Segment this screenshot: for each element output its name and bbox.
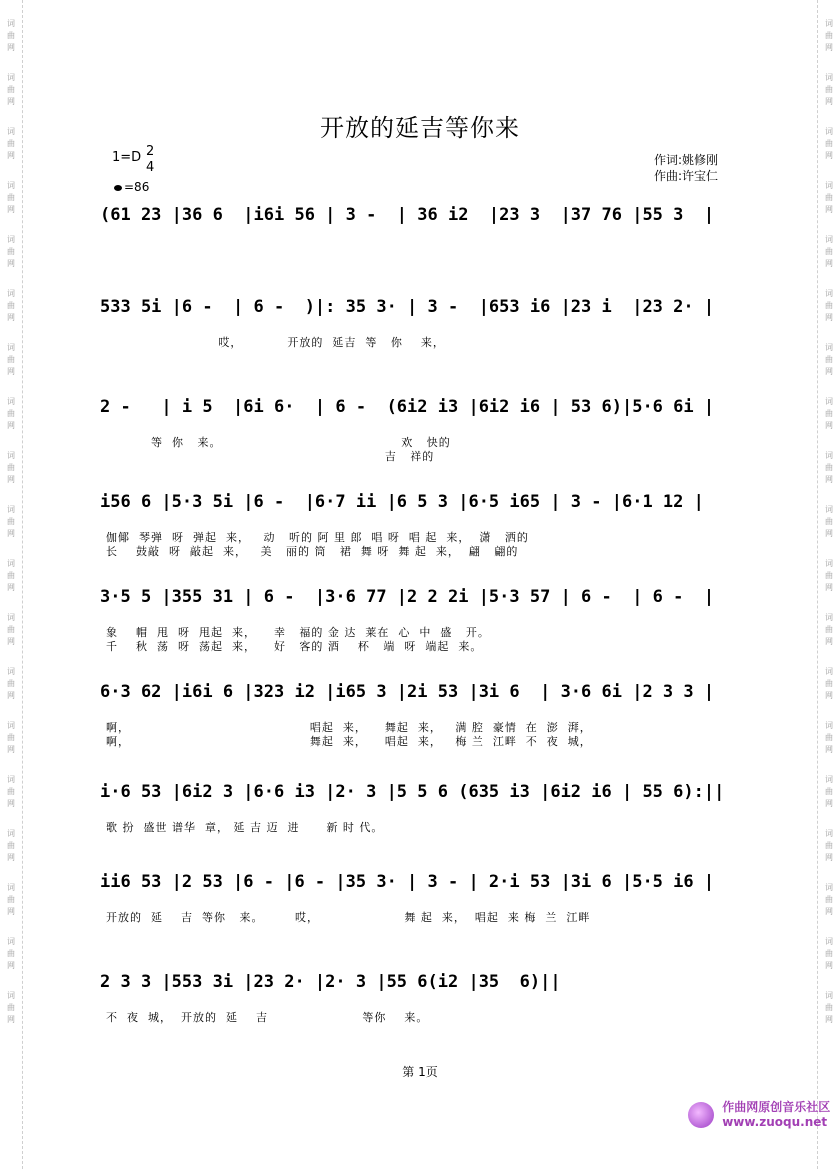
side-watermark-char: 网 [7, 43, 15, 52]
composer: 作曲:许宝仁 [654, 169, 719, 183]
side-watermark-char: 词 [7, 289, 15, 298]
side-watermark-group [818, 990, 840, 1026]
key-tonic: 1=D [112, 150, 142, 165]
side-watermark-group [818, 720, 840, 756]
side-watermark-char: 曲 [7, 949, 15, 958]
side-watermark-group [0, 234, 22, 270]
side-watermark-char: 曲 [7, 31, 15, 40]
side-watermark-group [818, 666, 840, 702]
side-watermark-group [0, 558, 22, 594]
side-watermark-char: 网 [825, 583, 833, 592]
side-watermark-char: 曲 [825, 787, 833, 796]
side-watermark-char: 网 [825, 961, 833, 970]
side-watermark-char: 曲 [825, 733, 833, 742]
side-watermark-char: 网 [7, 961, 15, 970]
side-watermark-char: 词 [825, 289, 833, 298]
lyric-line: 等 你 来。 欢 快的 [106, 436, 451, 449]
side-watermark-char: 词 [7, 73, 15, 82]
side-watermark-char: 网 [825, 259, 833, 268]
side-watermark-group [0, 990, 22, 1026]
music-system [100, 390, 750, 490]
side-watermark-char: 网 [7, 313, 15, 322]
side-watermark-group [818, 936, 840, 972]
side-watermark-char: 曲 [7, 355, 15, 364]
lyricist: 作词:姚修刚 [654, 153, 719, 167]
side-watermark-group [0, 720, 22, 756]
side-watermark-group [0, 774, 22, 810]
side-watermark-char: 网 [7, 205, 15, 214]
side-watermark-group [0, 180, 22, 216]
music-system [100, 865, 750, 965]
page-number: 第 1页 [402, 1065, 438, 1079]
side-watermark-char: 词 [7, 775, 15, 784]
side-watermark-char: 曲 [7, 1003, 15, 1012]
side-watermark-char: 词 [7, 883, 15, 892]
side-watermark-group [818, 504, 840, 540]
side-watermark-char: 词 [825, 667, 833, 676]
side-watermark-char: 词 [825, 721, 833, 730]
side-watermark-char: 词 [825, 73, 833, 82]
side-watermark-char: 曲 [825, 517, 833, 526]
side-watermark-char: 网 [825, 43, 833, 52]
side-watermark-group [0, 342, 22, 378]
side-watermark-char: 网 [7, 475, 15, 484]
side-watermark-char: 曲 [825, 679, 833, 688]
side-watermark-group [0, 612, 22, 648]
notation-line: 2 3 3 |553 3i |23 2· |2· 3 |55 6(i2 |35 6)|| [100, 972, 561, 992]
side-watermark-char: 网 [825, 205, 833, 214]
side-watermark-group [0, 450, 22, 486]
side-watermark-char: 网 [7, 691, 15, 700]
side-watermark-char: 词 [825, 181, 833, 190]
side-watermark-char: 词 [7, 451, 15, 460]
side-watermark-char: 词 [825, 505, 833, 514]
side-watermark-char: 网 [825, 421, 833, 430]
side-watermark-group [0, 72, 22, 108]
music-system [100, 290, 750, 390]
side-watermark-char: 网 [825, 529, 833, 538]
notation-line: i·6 53 |6i2 3 |6·6 i3 |2· 3 |5 5 6 (635 i3 |6i2 i6 | 55 6):|| [100, 782, 725, 802]
side-watermark-char: 网 [825, 799, 833, 808]
music-system [100, 485, 750, 585]
side-watermark-char: 词 [7, 829, 15, 838]
left-margin-watermark [0, 0, 23, 1169]
lyric-line: 开放的 延 吉 等你 来。 哎， 舞 起 来， 唱起 来 梅 兰 江畔 [106, 911, 591, 924]
side-watermark-group [818, 450, 840, 486]
music-system [100, 775, 750, 875]
notation-line: (61 23 |36 6 |i6i 56 | 3 - | 36 i2 |23 3 |37 76 |55 3 | [100, 205, 715, 225]
side-watermark-char: 网 [825, 313, 833, 322]
lyric-line: 象 帽 甩 呀 甩起 来， 幸 福的 金 达 莱在 心 中 盛 开。 [106, 626, 490, 639]
side-watermark-char: 词 [7, 667, 15, 676]
side-watermark-char: 曲 [7, 895, 15, 904]
side-watermark-char: 曲 [825, 463, 833, 472]
side-watermark-char: 曲 [825, 193, 833, 202]
side-watermark-char: 网 [7, 259, 15, 268]
side-watermark-char: 曲 [7, 571, 15, 580]
side-watermark-char: 网 [825, 367, 833, 376]
side-watermark-char: 网 [7, 853, 15, 862]
side-watermark-char: 曲 [7, 517, 15, 526]
side-watermark-char: 词 [7, 505, 15, 514]
quarter-note-icon [114, 185, 122, 191]
side-watermark-char: 曲 [7, 463, 15, 472]
side-watermark-char: 词 [7, 235, 15, 244]
side-watermark-char: 网 [825, 907, 833, 916]
lyric-line: 长 鼓敲 呀 敲起 来， 美 丽的 筒 裙 舞 呀 舞 起 来， 翩 翩的 [106, 545, 519, 558]
side-watermark-char: 词 [825, 559, 833, 568]
side-watermark-group [0, 882, 22, 918]
side-watermark-group [818, 882, 840, 918]
side-watermark-char: 曲 [7, 841, 15, 850]
side-watermark-char: 曲 [825, 841, 833, 850]
side-watermark-group [818, 828, 840, 864]
side-watermark-char: 曲 [7, 85, 15, 94]
side-watermark-char: 网 [7, 907, 15, 916]
side-watermark-char: 网 [825, 151, 833, 160]
side-watermark-char: 曲 [825, 85, 833, 94]
side-watermark-group [818, 612, 840, 648]
side-watermark-char: 词 [7, 559, 15, 568]
side-watermark-group [818, 72, 840, 108]
side-watermark-char: 曲 [825, 949, 833, 958]
side-watermark-char: 词 [825, 235, 833, 244]
side-watermark-char: 词 [825, 127, 833, 136]
side-watermark-char: 曲 [825, 247, 833, 256]
notation-line: i56 6 |5·3 5i |6 - |6·7 ii |6 5 3 |6·5 i65 | 3 - |6·1 12 | [100, 492, 704, 512]
notation-line: ii6 53 |2 53 |6 - |6 - |35 3· | 3 - | 2·i 53 |3i 6 |5·5 i6 | [100, 872, 715, 892]
side-watermark-char: 词 [7, 343, 15, 352]
lyric-line: 吉 祥的 [106, 450, 435, 463]
watermark-line2: www.zuoqu.net [722, 1115, 828, 1129]
side-watermark-group [818, 18, 840, 54]
credits [654, 152, 718, 184]
side-watermark-char: 曲 [7, 787, 15, 796]
notation-line: 533 5i |6 - | 6 - )|: 35 3· | 3 - |653 i6 |23 i |23 2· | [100, 297, 715, 317]
side-watermark-char: 网 [7, 799, 15, 808]
side-watermark-group [818, 288, 840, 324]
site-watermark [688, 1100, 830, 1130]
side-watermark-char: 词 [825, 991, 833, 1000]
side-watermark-char: 曲 [7, 247, 15, 256]
side-watermark-char: 网 [825, 97, 833, 106]
key-signature [112, 144, 155, 175]
side-watermark-group [818, 558, 840, 594]
side-watermark-char: 网 [825, 475, 833, 484]
side-watermark-char: 词 [825, 451, 833, 460]
lyric-line: 伽倻 琴弹 呀 弹起 来， 动 听的 阿 里 郎 唱 呀 唱 起 来， 潇 洒的 [106, 531, 529, 544]
notation-line: 2 - | i 5 |6i 6· | 6 - (6i2 i3 |6i2 i6 | 53 6)|5·6 6i | [100, 397, 715, 417]
side-watermark-group [818, 774, 840, 810]
side-watermark-char: 词 [7, 937, 15, 946]
side-watermark-char: 网 [7, 151, 15, 160]
side-watermark-char: 词 [825, 19, 833, 28]
side-watermark-char: 曲 [7, 301, 15, 310]
side-watermark-char: 曲 [825, 1003, 833, 1012]
side-watermark-char: 曲 [825, 625, 833, 634]
side-watermark-char: 词 [825, 829, 833, 838]
side-watermark-char: 曲 [825, 31, 833, 40]
side-watermark-char: 曲 [825, 895, 833, 904]
lyric-line: 歌 扮 盛世 谱华 章， 延 吉 迈 进 新 时 代。 [106, 821, 384, 834]
side-watermark-char: 网 [7, 1015, 15, 1024]
side-watermark-char: 词 [7, 991, 15, 1000]
time-signature [146, 144, 154, 176]
side-watermark-char: 词 [825, 775, 833, 784]
side-watermark-char: 曲 [7, 625, 15, 634]
side-watermark-char: 网 [7, 583, 15, 592]
side-watermark-char: 词 [7, 19, 15, 28]
side-watermark-group [818, 180, 840, 216]
side-watermark-group [0, 936, 22, 972]
tempo-value: =86 [124, 180, 150, 194]
side-watermark-char: 词 [7, 613, 15, 622]
side-watermark-char: 网 [825, 691, 833, 700]
side-watermark-char: 网 [7, 745, 15, 754]
side-watermark-char: 曲 [7, 409, 15, 418]
side-watermark-group [818, 234, 840, 270]
side-watermark-char: 曲 [825, 355, 833, 364]
side-watermark-char: 网 [825, 1015, 833, 1024]
side-watermark-char: 词 [825, 613, 833, 622]
time-top: 2 [146, 144, 155, 159]
side-watermark-char: 词 [7, 127, 15, 136]
side-watermark-group [0, 18, 22, 54]
watermark-line1: 作曲网原创音乐社区 [722, 1100, 831, 1114]
music-system [100, 580, 750, 680]
side-watermark-char: 网 [7, 421, 15, 430]
side-watermark-char: 曲 [7, 139, 15, 148]
side-watermark-char: 网 [7, 637, 15, 646]
side-watermark-char: 词 [825, 397, 833, 406]
side-watermark-char: 网 [7, 529, 15, 538]
side-watermark-char: 词 [825, 343, 833, 352]
time-bottom: 4 [146, 160, 155, 175]
music-system [100, 965, 750, 1065]
music-system [100, 675, 750, 775]
side-watermark-char: 词 [7, 181, 15, 190]
notation-line: 3·5 5 |355 31 | 6 - |3·6 77 |2 2 2i |5·3 57 | 6 - | 6 - | [100, 587, 715, 607]
side-watermark-char: 网 [7, 367, 15, 376]
music-system [100, 198, 750, 298]
lyric-line: 千 秋 荡 呀 荡起 来， 好 客的 酒 杯 端 呀 端起 来。 [106, 640, 483, 653]
side-watermark-char: 词 [7, 721, 15, 730]
side-watermark-char: 曲 [7, 193, 15, 202]
side-watermark-char: 曲 [7, 679, 15, 688]
side-watermark-group [0, 288, 22, 324]
side-watermark-char: 网 [825, 637, 833, 646]
side-watermark-char: 词 [825, 883, 833, 892]
side-watermark-char: 网 [7, 97, 15, 106]
tempo-marking [114, 180, 149, 194]
side-watermark-group [0, 396, 22, 432]
side-watermark-char: 曲 [825, 301, 833, 310]
side-watermark-group [0, 666, 22, 702]
lyric-line: 啊， 唱起 来， 舞起 来， 满 腔 豪情 在 澎 湃， [106, 721, 592, 734]
side-watermark-group [818, 396, 840, 432]
song-title: 开放的延吉等你来 [320, 114, 520, 142]
lyric-line: 哎， 开放的 延吉 等 你 来， [106, 336, 445, 349]
music-logo-icon [688, 1102, 714, 1128]
side-watermark-group [0, 504, 22, 540]
side-watermark-char: 词 [7, 397, 15, 406]
side-watermark-group [0, 828, 22, 864]
side-watermark-char: 网 [825, 853, 833, 862]
right-margin-watermark [817, 0, 840, 1169]
side-watermark-char: 曲 [7, 733, 15, 742]
side-watermark-char: 曲 [825, 571, 833, 580]
lyric-line: 不 夜 城， 开放的 延 吉 等你 来。 [106, 1011, 429, 1024]
notation-line: 6·3 62 |i6i 6 |323 i2 |i65 3 |2i 53 |3i 6 | 3·6 6i |2 3 3 | [100, 682, 715, 702]
side-watermark-char: 词 [825, 937, 833, 946]
side-watermark-char: 曲 [825, 409, 833, 418]
side-watermark-char: 曲 [825, 139, 833, 148]
side-watermark-char: 网 [825, 745, 833, 754]
side-watermark-group [818, 342, 840, 378]
lyric-line: 啊， 舞起 来， 唱起 来， 梅 兰 江畔 不 夜 城， [106, 735, 592, 748]
